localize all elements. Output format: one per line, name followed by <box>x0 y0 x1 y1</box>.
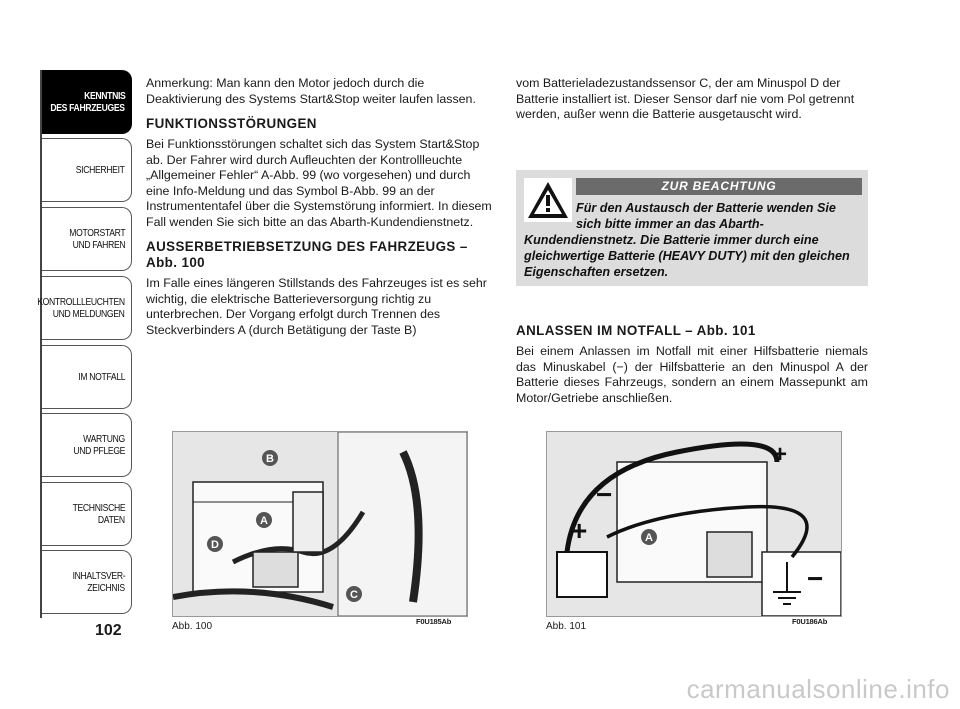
page-number: 102 <box>95 622 122 639</box>
tab-label-line1: IM NOTFALL <box>78 371 125 383</box>
jump-start-illustration <box>547 432 841 616</box>
tab-label-line1: WARTUNG <box>83 433 125 445</box>
plus-sign-vehicle: + <box>773 441 788 468</box>
tab-wartung[interactable] <box>42 413 132 477</box>
tab-sicherheit[interactable] <box>42 138 132 202</box>
warning-text-line1: Für den Austausch der Batterie wenden Sie sich bitte immer an das Abarth- <box>576 201 836 231</box>
tab-inhaltsverzeichnis[interactable] <box>42 550 132 614</box>
heading-ausserbetriebsetzung: AUSSERBETRIEBSETZUNG DES FAHRZEUGS – Abb. 100 <box>146 239 468 270</box>
tab-label-line2: UND PFLEGE <box>73 445 125 457</box>
left-column <box>146 76 496 347</box>
caption-abb-101: Abb. 101 <box>546 621 587 632</box>
label-c: C <box>350 589 358 601</box>
label-d: D <box>211 539 219 551</box>
label-a: A <box>260 515 268 527</box>
warning-box <box>516 170 868 286</box>
minus-sign-ground: − <box>807 563 824 594</box>
watermark: carmanualsonline.info <box>686 674 950 704</box>
figure-code-101: F0U186Ab <box>792 617 828 626</box>
figure-abb-100 <box>172 431 468 617</box>
figure-code-100: F0U185Ab <box>416 617 452 626</box>
tab-technische-daten[interactable] <box>42 482 132 546</box>
tab-label-line1: INHALTSVER- <box>72 570 125 582</box>
tab-label-line2: DES FAHRZEUGES <box>50 102 125 114</box>
tab-label-line2: UND MELDUNGEN <box>53 308 125 320</box>
tab-kenntnis[interactable] <box>42 70 132 134</box>
tab-label-line2: ZEICHNIS <box>87 582 125 594</box>
malfunction-paragraph: Bei Funktionsstörungen schaltet sich das System Start&Stop ab. Der Fahrer wird durch Aufleuchten der Kontrollleuchte „Allgemeiner Fehler“ A-Abb. 99 (wo vorgesehen) und durch eine Info-Meldung und das Symbol B-Abb. 99 an der Instrumententafel über die Systemstörung informiert. In diesem Fall wenden Sie sich bitte an das Abarth-Kundendienstnetz. <box>146 137 492 229</box>
label-a: A <box>645 532 653 544</box>
tab-label-line2: DATEN <box>98 514 125 526</box>
tab-label-line1: SICHERHEIT <box>76 164 125 176</box>
figure-abb-101 <box>546 431 842 617</box>
right-column <box>516 76 868 132</box>
tab-label-line1: MOTORSTART <box>68 227 125 239</box>
caption-abb-100: Abb. 100 <box>172 621 213 632</box>
plus-sign: + <box>571 515 588 546</box>
tab-label-line1: KONTROLLLEUCHTEN <box>37 296 125 308</box>
shutdown-paragraph: Im Falle eines längeren Stillstands des Fahrzeuges ist es sehr wichtig, die elektrische Batterieversorgung richtig zu unterbrechen. Der Vorgang erfolgt durch Trennen des Steckverbinders A (durch Betätigung der Taste B) <box>146 276 487 337</box>
warning-text-line2: Kundendienstnetz. Die Batterie immer durch eine gleichwertige Batterie (HEAVY DUTY) mit den gleichen Eigenschaften ersetzen. <box>524 233 850 279</box>
note-paragraph: Anmerkung: Man kann den Motor jedoch durch die Deaktivierung des Systems Start&Stop weiter laufen lassen. <box>146 76 476 106</box>
tab-label-line2: UND FAHREN <box>72 239 125 251</box>
tab-im-notfall[interactable] <box>42 345 132 409</box>
tab-kontrollleuchten[interactable] <box>37 276 132 340</box>
sensor-paragraph: vom Batterieladezustandssensor C, der am Minuspol D der Batterie installiert ist. Dieser Sensor darf nie vom Pol getrennt werden, außer wenn die Batterie ausgetauscht wird. <box>516 76 855 121</box>
tab-label-line1: KENNTNIS <box>83 90 125 102</box>
warning-title: ZUR BEACHTUNG <box>576 178 862 195</box>
tab-label-line1: TECHNISCHE <box>72 502 125 514</box>
heading-funktionsstoerungen: FUNKTIONSSTÖRUNGEN <box>146 116 317 131</box>
minus-sign: − <box>596 479 613 510</box>
tab-motorstart[interactable] <box>42 207 132 271</box>
emergency-paragraph: Bei einem Anlassen im Notfall mit einer Hilfsbatterie niemals das Minuskabel (−) der Hilfsbatterie an den Minuspol A der Batterie dieses Fahrzeugs, sondern an einem Massepunkt am Motor/Getriebe anschließen. <box>516 344 868 405</box>
emergency-section <box>516 323 868 415</box>
battery-connector-illustration <box>173 432 467 616</box>
heading-anlassen-im-notfall: ANLASSEN IM NOTFALL – Abb. 101 <box>516 323 756 338</box>
label-b: B <box>266 453 274 465</box>
warning-text <box>524 200 860 280</box>
